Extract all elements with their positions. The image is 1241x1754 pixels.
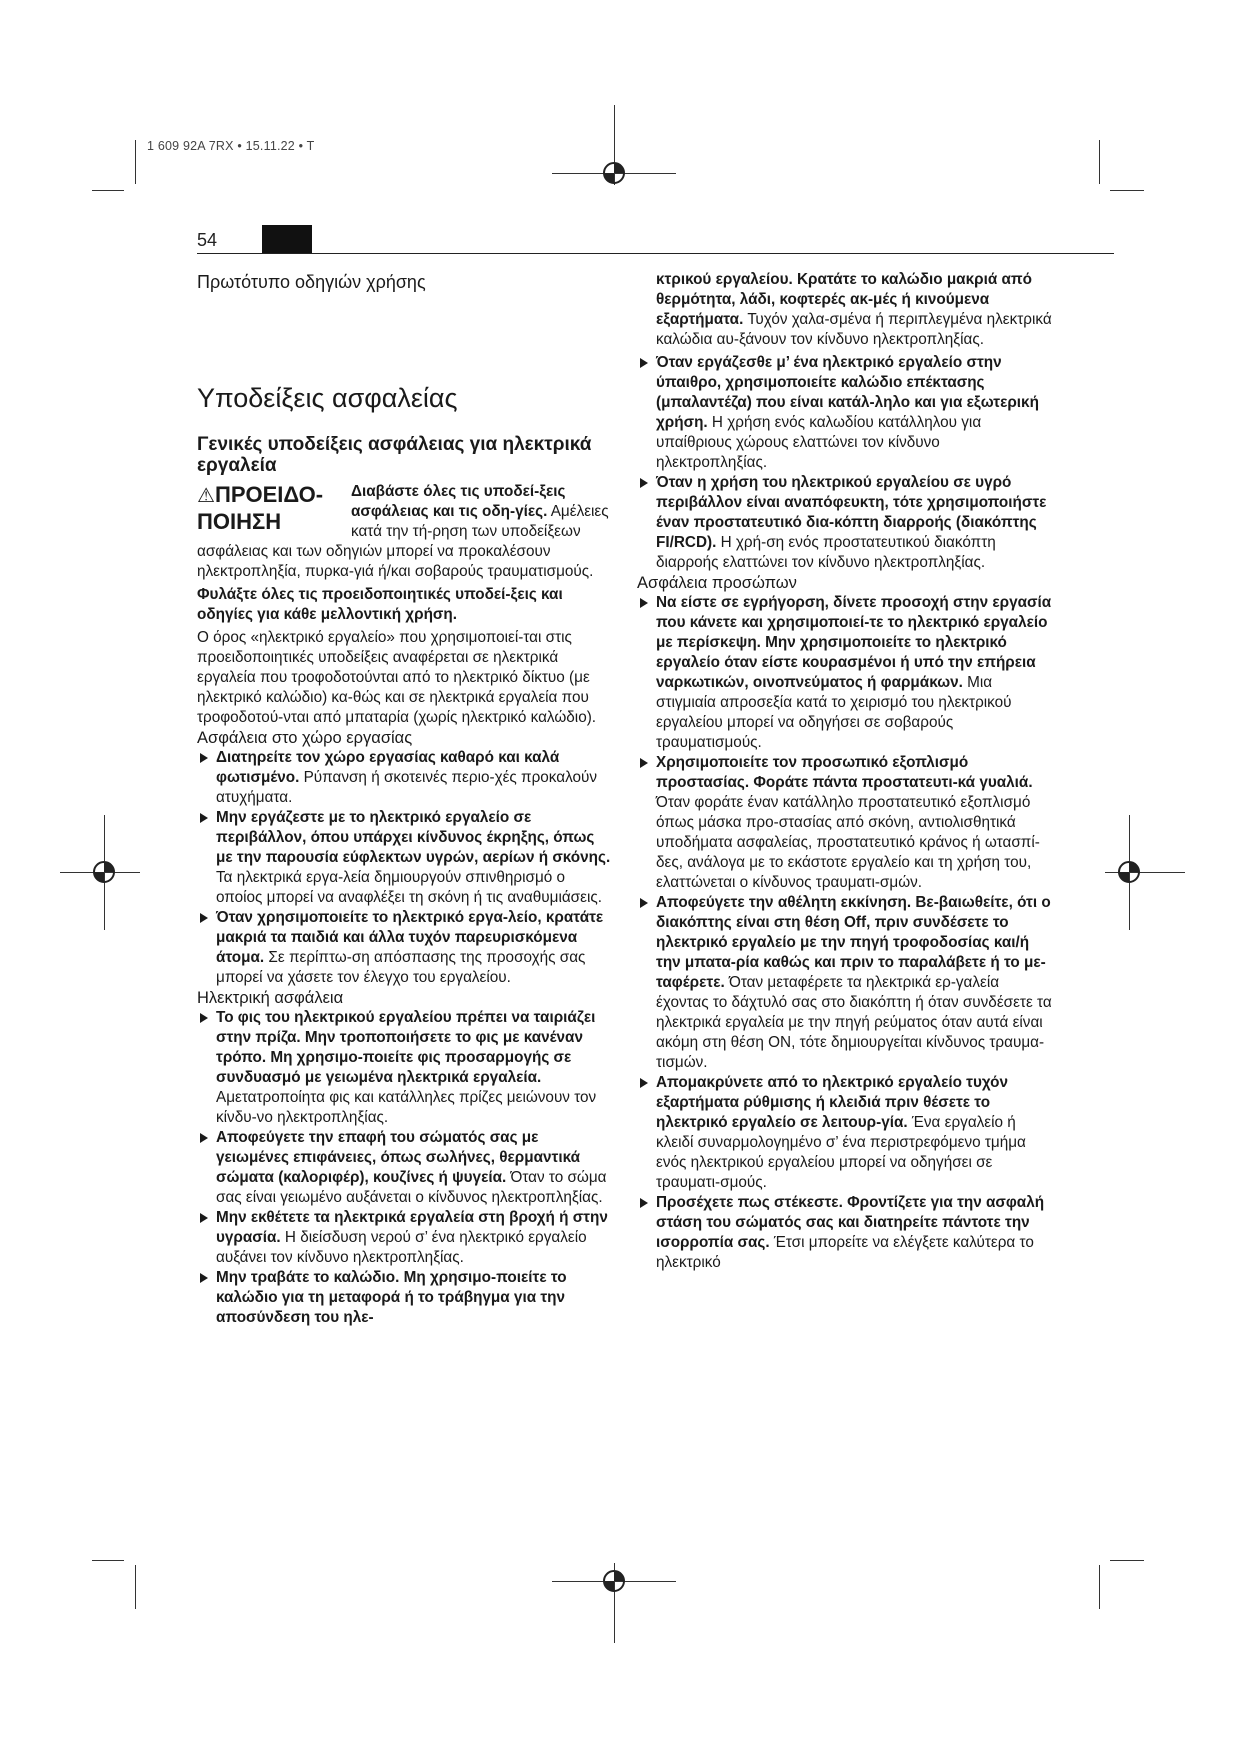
warning-text: Αμέλειες κατά την τή-ρηση των υποδείξεων ασφάλειας και των οδηγιών μπορεί να προκαλέσουν ηλεκτροπληξία, πυρκα-γιά ή/και σοβαρούς τραυματισμούς. (197, 503, 609, 580)
crop-mark (1110, 1560, 1144, 1561)
list-item: Αποφεύγετε την επαφή του σώματός σας με γειωμένες επιφάνειες, όπως σωλήνες, θερμαντικά σώματα (καλοριφέρ), κουζίνες ή ψυγεία. Όταν το σώμα σας είναι γειωμένο αυξάνεται ο κίνδυνος ηλεκτροπληξίας. (197, 1128, 615, 1208)
list-item: Να είστε σε εγρήγορση, δίνετε προσοχή στην εργασία που κάνετε και χρησιμοποιεί-τε το ηλεκτρικό εργαλείο με περίσκεψη. Μην χρησιμοποιείτε το ηλεκτρικό εργαλείο όταν είστε κουρασμένοι ή υπό την επήρεια ναρκωτικών, οινοπνεύματος ή φαρμάκων. Μια στιγμιαία απροσεξία κατά το χειρισμό του ηλεκτρικού εργαλείου μπορεί να οδηγήσει σε σοβαρούς τραυματισμούς. (637, 593, 1055, 753)
list-item: Προσέχετε πως στέκεστε. Φροντίζετε για την ασφαλή στάση του σώματός σας και διατηρείτε πάντοτε την ισορροπία σας. Έτσι μπορείτε να ελέγξετε καλύτερα το ηλεκτρικό (637, 1193, 1055, 1273)
registration-target-icon (87, 855, 121, 889)
list-item: Το φις του ηλεκτρικού εργαλείου πρέπει να ταιριάζει στην πρίζα. Μην τροποποιήσετε το φις με κανέναν τρόπο. Μη χρησιμο-ποιείτε φις προσαρμογής σε συνδυασμό με γειωμένα ηλεκτρικά εργαλεία. Αμετατροποίητα φις και κατάλληλες πρίζες μειώνουν τον κίνδυ-νο ηλεκτροπληξίας. (197, 1008, 615, 1128)
keep-instructions: Φυλάξτε όλες τις προειδοποιητικές υποδεί-ξεις και οδηγίες για κάθε μελλοντική χρήση. (197, 586, 563, 623)
registration-target-icon (597, 1564, 631, 1598)
list-item: Μην εργάζεστε με το ηλεκτρικό εργαλείο σε περιβάλλον, όπου υπάρχει κίνδυνος έκρηξης, όπως με την παρουσία εύφλεκτων υγρών, αερίων ή σκόνης. Τα ηλεκτρικά εργα-λεία δημιουργούν σπινθηρισμό ο οποίος μπορεί να αναφλέξει τη σκόνη ή τις αναθυμιάσεις. (197, 808, 615, 908)
continued-item: κτρικού εργαλείου. Κρατάτε το καλώδιο μακριά από θερμότητα, λάδι, κοφτερές ακ-μές ή κινούμενα εξαρτήματα. Τυχόν χαλα-σμένα ή περιπλεγμένα ηλεκτρικά καλώδια αυ-ξάνουν τον κίνδυνο ηλεκτροπληξίας. (656, 271, 1052, 348)
list-item: Όταν η χρήση του ηλεκτρικού εργαλείου σε υγρό περιβάλλον είναι αναπόφευκτη, τότε χρησιμοποιήστε έναν προστατευτικό δια-κόπτη διαρροής (διακόπτης FI/RCD). Η χρή-ση ενός προστατευτικού διακόπτη διαρροής ελαττώνει τον κίνδυνο ηλεκτροπληξίας. (637, 473, 1055, 573)
section-electrical-title: Ηλεκτρική ασφάλεια (197, 989, 344, 1007)
crop-mark (92, 190, 124, 191)
crop-mark (135, 1565, 136, 1609)
warning-word: ΠΡΟΕΙΔΟ-ΠΟΙΗΣΗ (197, 482, 324, 534)
list-item: Διατηρείτε τον χώρο εργασίας καθαρό και καλά φωτισμένο. Ρύπανση ή σκοτεινές περιο-χές προκαλούν ατυχήματα. (197, 748, 615, 808)
crop-mark (1110, 190, 1144, 191)
list-item: Απομακρύνετε από το ηλεκτρικό εργαλείο τυχόν εξαρτήματα ρύθμισης ή κλειδιά πριν θέσετε το ηλεκτρικό εργαλείο σε λειτουρ-γία. Ένα εργαλείο ή κλειδί συναρμολογημένο σ’ ένα περιστρεφόμενο τμήμα ενός ηλεκτρικού εργαλείου μπορεί να οδηγήσει σε τραυματι-σμούς. (637, 1073, 1055, 1193)
list-item: Όταν εργάζεσθε μ’ ένα ηλεκτρικό εργαλείο στην ύπαιθρο, χρησιμοποιείτε καλώδιο επέκτασης (μπαλαντέζα) που είναι κατάλ-ληλο και για εξωτερική χρήση. Η χρήση ενός καλωδίου κατάλληλου για υπαίθριους χώρους ελαττώνει τον κίνδυνο ηλεκτροπληξίας. (637, 353, 1055, 473)
registration-target-icon (1112, 855, 1146, 889)
right-column (637, 270, 1055, 1273)
list-item: Μην εκθέτετε τα ηλεκτρικά εργαλεία στη βροχή ή στην υγρασία. Η διείσδυση νερού σ’ ένα ηλεκτρικό εργαλείο αυξάνει τον κίνδυνο ηλεκτροπληξίας. (197, 1208, 615, 1268)
sub-heading: Γενικές υποδείξεις ασφάλειας για ηλεκτρικά εργαλεία (197, 434, 592, 476)
original-instructions-label: Πρωτότυπο οδηγιών χρήσης (197, 272, 426, 292)
warning-label (197, 482, 345, 535)
warning-block (197, 482, 615, 582)
crop-mark (135, 140, 136, 184)
list-item: Αποφεύγετε την αθέλητη εκκίνηση. Βε-βαιωθείτε, ότι ο διακόπτης είναι στη θέση Off, πριν συνδέσετε το ηλεκτρικό εργαλείο με την πηγή τροφοδοσίας και/ή την μπατα-ρία καθώς και πριν το παραλάβετε ή το με-ταφέρετε. Όταν μεταφέρετε τα ηλεκτρικά ερ-γαλεία έχοντας το δάχτυλό σας στο διακόπτη ή όταν συνδέσετε τα ηλεκτρικά εργαλεία με την πηγή ρεύματος όταν αυτά είναι ακόμη στη θέση ON, τότε δημιουργείται κίνδυνος τραυμα-τισμών. (637, 893, 1055, 1073)
registration-target-icon (597, 156, 631, 190)
print-id: 1 609 92A 7RX • 15.11.22 • T (147, 139, 315, 153)
crop-mark (1099, 1565, 1100, 1609)
crop-mark (1099, 140, 1100, 184)
page-tab-block (262, 225, 312, 253)
header-rule (197, 253, 1114, 254)
left-column (197, 270, 615, 1328)
warning-triangle-icon: ⚠ (197, 485, 215, 507)
warning-bold: Διαβάστε όλες τις υποδεί-ξεις ασφάλειας και τις οδη-γίες. (351, 483, 566, 520)
main-heading: Υποδείξεις ασφαλείας (197, 383, 458, 413)
list-item: Μην τραβάτε το καλώδιο. Μη χρησιμο-ποιείτε το καλώδιο για τη μεταφορά ή το τράβηγμα για την αποσύνδεση του ηλε- (197, 1268, 615, 1328)
section-workplace-title: Ασφάλεια στο χώρο εργασίας (197, 729, 413, 747)
list-item: Χρησιμοποιείτε τον προσωπικό εξοπλισμό προστασίας. Φοράτε πάντα προστατευτι-κά γυαλιά. Όταν φοράτε έναν κατάλληλο προστατευτικό εξοπλισμό όπως μάσκα προ-στασίας από σκόνη, αντιολισθητικά υποδήματα ασφαλείας, προστατευτικό κράνος ή ωτασπί-δες, ανάλογα με το εκάστοτε εργαλείο και τη χρήση του, ελαττώνεται ο κίνδυνος τραυματι-σμών. (637, 753, 1055, 893)
section-personal-title: Ασφάλεια προσώπων (637, 574, 797, 592)
crop-mark (92, 1560, 124, 1561)
list-item: Όταν χρησιμοποιείτε το ηλεκτρικό εργα-λείο, κρατάτε μακριά τα παιδιά και άλλα τυχόν παρευρισκόμενα άτομα. Σε περίπτω-ση απόσπασης της προσοχής σας μπορεί να χάσετε τον έλεγχο του εργαλείου. (197, 908, 615, 988)
term-definition: Ο όρος «ηλεκτρικό εργαλείο» που χρησιμοποιεί-ται στις προειδοποιητικές υποδείξεις αναφέρεται σε ηλεκτρικά εργαλεία που τροφοδοτούνται από το ηλεκτρικό δίκτυο (με ηλεκτρικό καλώδιο) κα-θώς και σε ηλεκτρικά εργαλεία που τροφοδοτού-νται από μπαταρία (χωρίς ηλεκτρικό καλώδιο). (197, 629, 597, 726)
page-number: 54 (197, 230, 218, 250)
